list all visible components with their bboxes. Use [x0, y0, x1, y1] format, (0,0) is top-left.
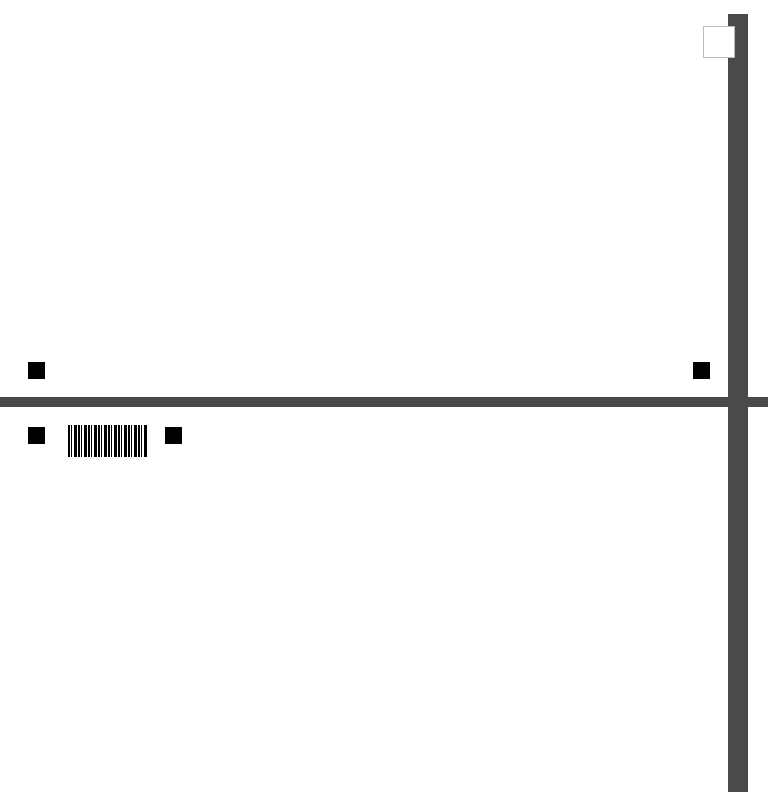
form-page-previous — [18, 0, 728, 397]
corner-marker-bl — [28, 362, 45, 379]
form-page-current — [18, 407, 728, 792]
corner-marker-tr — [165, 427, 182, 444]
corner-marker-tl — [28, 427, 45, 444]
barcode-image — [68, 425, 148, 457]
page-separator — [0, 397, 768, 407]
close-button[interactable] — [703, 26, 735, 58]
corner-marker-br — [693, 362, 710, 379]
